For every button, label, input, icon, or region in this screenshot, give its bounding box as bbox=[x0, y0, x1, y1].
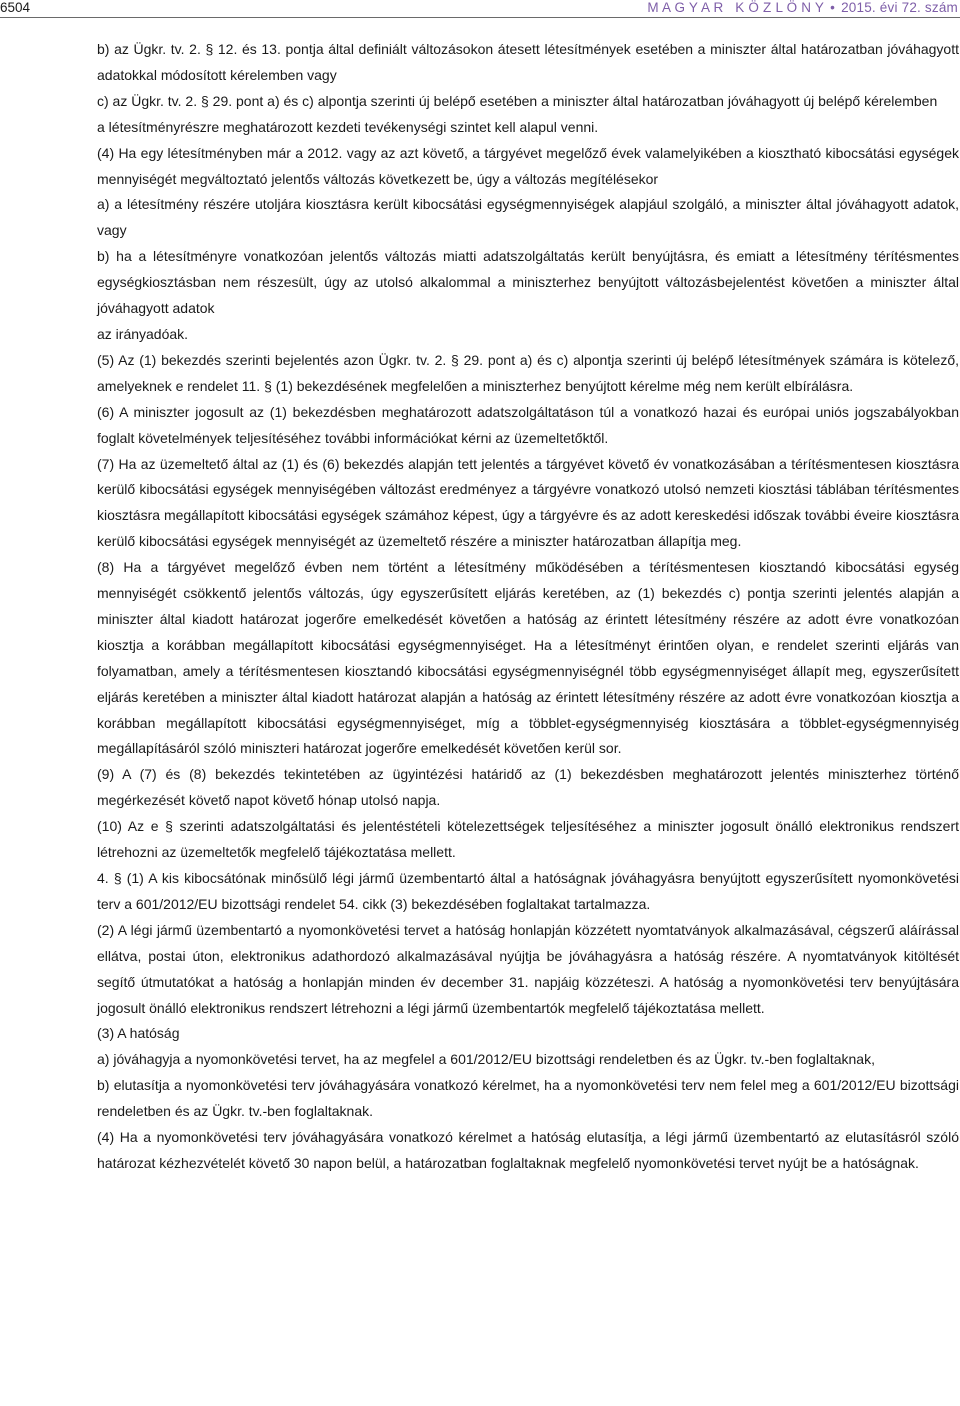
paragraph: (4) Ha egy létesítményben már a 2012. vagy az azt követő, a tárgyévet megelőző évek valamelyikében a kiosztható kibocsátási egységek mennyiségét megváltoztató jelentős változás következett be, úgy a változás megítélésekor bbox=[97, 144, 959, 187]
paragraph: (5) Az (1) bekezdés szerinti bejelentés azon Ügkr. tv. 2. § 29. pont a) és c) alpontja szerinti új belépő létesítmények számára is kötelező, amelyeknek e rendelet 11. § (1) bekezdésének megfelelően a miniszterhez benyújtott kérelme még nem került elbírálásra. bbox=[97, 351, 959, 394]
paragraph: a) a létesítmény részére utoljára kiosztásra került kibocsátási egységmennyiségek alapjául szolgáló, a miniszter által jóváhagyott adatok, vagy bbox=[97, 196, 959, 239]
paragraph: (2) A légi jármű üzembentartó a nyomonkövetési tervet a hatóság honlapján közzétett nyomtatványok alkalmazásával, cégszerű aláírással ellátva, postai úton, elektronikus adathordozó alkalmazásával nyújtja be jóváhagyásra a hatóság részére. A nyomtatványok kitöltését segítő útmutatókat a hatóság a honlapján minden év december 31. napjáig közzéteszi. A hatóság a nyomonkövetési terv benyújtására jogosult önálló elektronikus rendszert létrehozni a légi jármű üzembentartók megfelelő tájékoztatása mellett. bbox=[97, 921, 959, 1016]
journal-title: M A G Y A R K Ö Z L Ö N Y bbox=[647, 0, 825, 15]
paragraph: b) elutasítja a nyomonkövetési terv jóváhagyására vonatkozó kérelmet, ha a nyomonkövetési terv nem felel meg a 601/2012/EU bizottsági rendeletben és az Ügkr. tv.-ben foglaltaknak. bbox=[97, 1077, 959, 1120]
paragraph: az irányadóak. bbox=[97, 325, 189, 342]
paragraph: (10) Az e § szerinti adatszolgáltatási és jelentéstételi kötelezettségek teljesítéséhez a miniszter jogosult önálló elektronikus rendszert létrehozni az üzemeltetők megfelelő tájékoztatása mellett. bbox=[97, 818, 959, 861]
paragraph: (4) Ha a nyomonkövetési terv jóváhagyására vonatkozó kérelmet a hatóság elutasítja, a légi jármű üzembentartó az elutasításról szóló határozat kézhezvételét követő 30 napon belül, a határozatban foglaltaknak megfelelő nyomonkövetési tervet nyújt be a hatóságnak. bbox=[97, 1129, 959, 1171]
header-rule bbox=[0, 17, 960, 18]
journal-title-line bbox=[647, 0, 958, 15]
paragraph: a) jóváhagyja a nyomonkövetési tervet, ha az megfelel a 601/2012/EU bizottsági rendeletben és az Ügkr. tv.-ben foglaltaknak, bbox=[97, 1051, 875, 1068]
page-header bbox=[0, 0, 960, 14]
issue-label: 2015. évi 72. szám bbox=[841, 0, 958, 15]
document-body bbox=[97, 37, 959, 1177]
paragraph: a létesítményrészre meghatározott kezdeti tevékenységi szintet kell alapul venni. bbox=[97, 118, 599, 135]
paragraph: (3) A hatóság bbox=[97, 1025, 180, 1042]
page-number: 6504 bbox=[0, 0, 31, 15]
header-separator: • bbox=[830, 0, 836, 15]
paragraph: (9) A (7) és (8) bekezdés tekintetében az ügyintézési határidő az (1) bekezdésben meghatározott jelentés miniszterhez történő megérkezését követő napot követő hónap utolsó napja. bbox=[97, 766, 959, 809]
paragraph: (7) Ha az üzemeltető által az (1) és (6) bekezdés alapján tett jelentés a tárgyévet követő év vonatkozásában a térítésmentesen kiosztásra kerülő kibocsátási egységek mennyiségében változást eredményez a tárgyévre vonatkozó utolsó nemzeti kiosztási táblában térítésmentes kiosztásra megállapított kibocsátási egységek számához képest, úgy a tárgyévre és az adott kereskedési időszak további éveire kiosztásra kerülő kibocsátási egységek mennyiségét az üzemeltető részére a miniszter határozatban állapítja meg. bbox=[97, 455, 959, 550]
paragraph: b) ha a létesítményre vonatkozóan jelentős változás miatti adatszolgáltatás került benyújtásra, és emiatt a létesítmény térítésmentes egységkiosztásban nem részesült, úgy az utolsó alkalommal a miniszterhez benyújtott változásbejelentést követően a miniszter által jóváhagyott adatok bbox=[97, 248, 959, 317]
paragraph: (6) A miniszter jogosult az (1) bekezdésben meghatározott adatszolgáltatáson túl a vonatkozó hazai és európai uniós jogszabályokban foglalt követelmények teljesítéséhez további információkat kérni az üzemeltetőktől. bbox=[97, 403, 959, 446]
paragraph: c) az Ügkr. tv. 2. § 29. pont a) és c) alpontja szerinti új belépő esetében a miniszter által határozatban jóváhagyott új belépő kérelemben bbox=[97, 92, 938, 109]
section-paragraph: 4. § (1) A kis kibocsátónak minősülő légi jármű üzembentartó által a hatóságnak jóváhagyásra benyújtott egyszerűsített nyomonkövetési terv a 601/2012/EU bizottsági rendelet 54. cikk (3) bekezdésében foglaltakat tartalmazza. bbox=[97, 870, 959, 912]
paragraph: (8) Ha a tárgyévet megelőző évben nem történt a létesítmény működésében a térítésmentesen kiosztandó kibocsátási egység mennyiségét csökkentő jelentős változás, úgy egyszerűsített eljárás keretében, az (1) bekezdés c) pontja szerinti jelentés alapján a miniszter által kiadott határozat jogerőre emelkedését követően a hatóság az érintett létesítmény részére az adott évre vonatkozóan kiosztja a korábban megállapított kibocsátási egységmennyiséget. Ha a létesítményt érintően olyan, e rendelet szerinti eljárás van folyamatban, amely a térítésmentesen kiosztandó kibocsátási egységmennyiségnél több egységmennyiséget állapít meg, egyszerűsített eljárás keretében a miniszter által kiadott határozat alapján a hatóság az érintett létesítmény részére az adott évre vonatkozóan kiosztja a korábban megállapított kibocsátási egységmennyiséget, míg a többlet-egységmennyiség kiosztására a többlet-egységmennyiség megállapításáról szóló miniszteri határozat jogerőre emelkedését követően kerül sor. bbox=[97, 559, 959, 757]
paragraph: b) az Ügkr. tv. 2. § 12. és 13. pontja által definiált változásokon átesett létesítmények esetében a miniszter által határozatban jóváhagyott adatokkal módosított kérelemben vagy bbox=[97, 41, 959, 83]
